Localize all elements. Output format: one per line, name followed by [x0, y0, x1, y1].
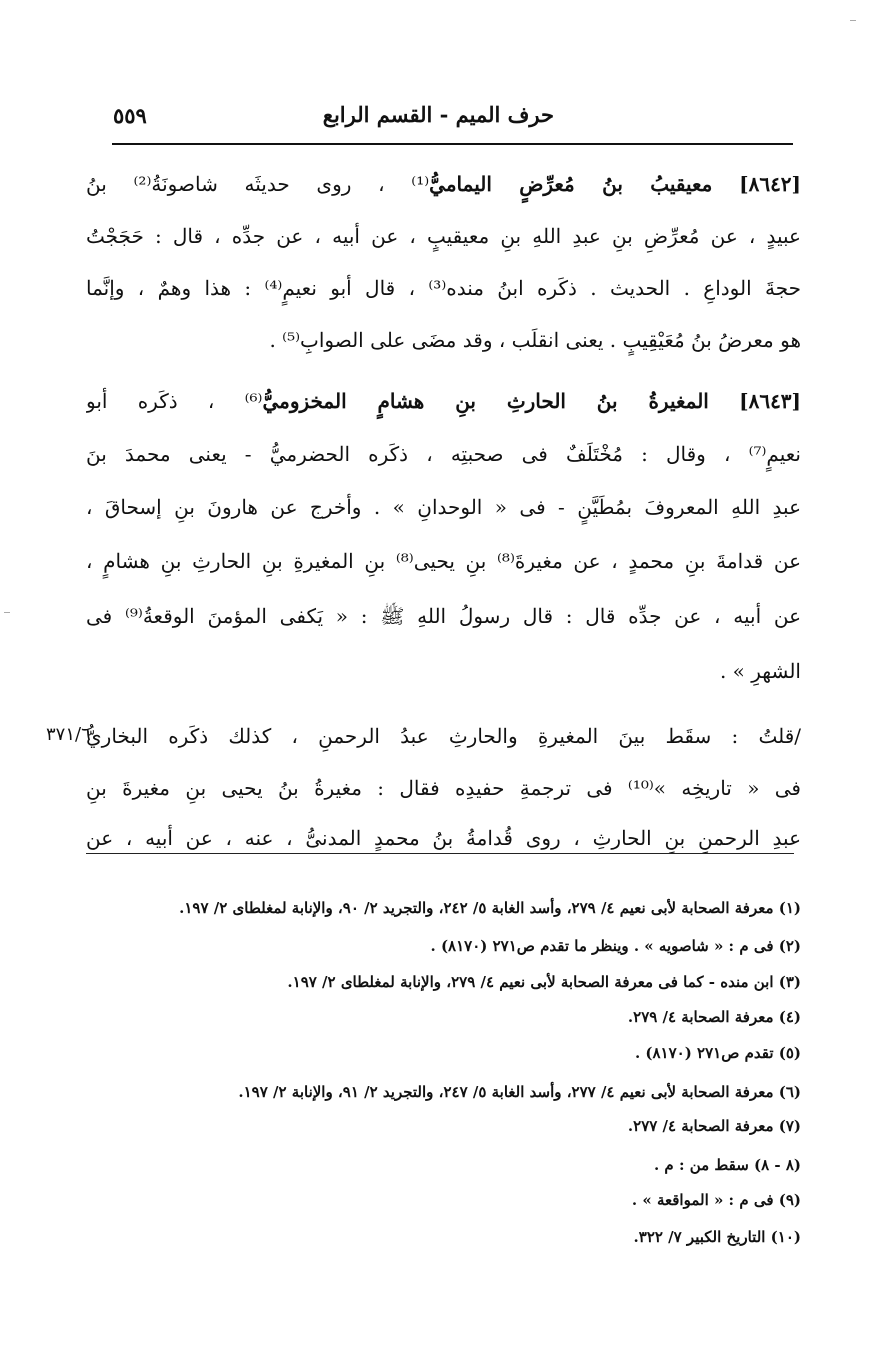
- entry-text: ⁽⁶⁾ ، ذكَره أبو: [86, 389, 263, 413]
- entry-8643-line-5: عن أبيه ، عن جدِّه قال : قال رسولُ اللهِ ﷺ : « يَكفى المؤمنَ الوقعةُ⁽⁹⁾ فى: [86, 604, 801, 628]
- qult-line-1: /قلتُ : سقَط بينَ المغيرةِ والحارثِ عبدُ الرحمنِ ، كذلك ذكَره البخاريُّ: [86, 724, 801, 748]
- entry-8643-line-4: عن قدامةَ بنِ محمدٍ ، عن مغيرةَ⁽⁸⁾ بنِ يحيى⁽⁸⁾ بنِ المغيرةِ بنِ الحارثِ بنِ هشامٍ ،: [86, 549, 801, 573]
- scan-speck: [4, 612, 10, 613]
- entry-name: المغيرةُ بنُ الحارثِ بنِ هشامٍ المخزوميُّ: [262, 389, 709, 413]
- entry-number: [٨٦٤٢]: [739, 172, 801, 196]
- entry-8642-line-3: حجةَ الوداعِ . الحديث . ذكَره ابنُ منده⁽³⁾ ، قال أبو نعيمٍ⁽⁴⁾ : هذا وهمٌ ، وإنَّما: [86, 276, 801, 300]
- qult-line-3: عبدِ الرحمنِ بنِ الحارثِ ، روى قُدامةُ بنُ محمدٍ المدنىُّ ، عنه ، عن أبيه ، عن: [86, 826, 801, 850]
- running-header-title: حرف الميم - القسم الرابع: [322, 102, 554, 127]
- entry-text: ⁽¹⁾ ، روى حديثَه شاصونَةُ⁽²⁾ بنُ: [86, 172, 430, 196]
- footnote-7: (٧) معرفة الصحابة ٤/ ٢٧٧.: [627, 1117, 801, 1135]
- entry-8643-line-2: نعيمٍ⁽⁷⁾ ، وقال : مُخْتَلَفٌ فى صحبتِه ، ذكَره الحضرميُّ - يعنى محمدَ بنَ: [86, 442, 801, 466]
- entry-8643-line-6: الشهرِ » .: [719, 659, 801, 683]
- margin-volume-reference: ٣٧١/٦: [46, 724, 91, 745]
- scan-speck: [850, 20, 856, 21]
- footnote-6: (٦) معرفة الصحابة لأبى نعيم ٤/ ٢٧٧، وأسد الغابة ٥/ ٢٤٧، والتجريد ٢/ ٩١، والإنابة ٢/ ١٩٧.: [238, 1083, 801, 1101]
- page-number: ٥٥٩: [113, 103, 147, 128]
- entry-8642-line-1: [86, 164, 801, 204]
- footnote-10: (١٠) التاريخ الكبير ٧/ ٣٢٢.: [633, 1228, 801, 1246]
- entry-8642-line-2: عبيدٍ ، عن مُعرِّضِ بنِ عبدِ اللهِ بنِ معيقيبٍ ، عن أبيه ، عن جدِّه ، قال : حَجَجْتُ: [86, 224, 801, 248]
- footnote-8: (٨ - ٨) سقط من : م .: [653, 1156, 801, 1174]
- qult-line-2: فى « تاريخِه »⁽¹⁰⁾ فى ترجمةِ حفيدِه فقال : مغيرةُ بنُ يحيى بنِ مغيرةَ بنِ: [86, 776, 801, 800]
- entry-number: [٨٦٤٣]: [739, 389, 801, 413]
- footnote-2: (٢) فى م : « شاصويه » . وينظر ما تقدم ص٢٧١ (٨١٧٠) .: [430, 937, 801, 955]
- entry-8643-line-1: [86, 381, 801, 421]
- entry-8643-line-3: عبدِ اللهِ المعروفَ بمُطَيَّنٍ - فى « الوحدانِ » . وأخرج عن هارونَ بنِ إسحاقَ ،: [86, 495, 801, 519]
- footnote-4: (٤) معرفة الصحابة ٤/ ٢٧٩.: [627, 1008, 801, 1026]
- footnote-1: (١) معرفة الصحابة لأبى نعيم ٤/ ٢٧٩، وأسد الغابة ٥/ ٢٤٢، والتجريد ٢/ ٩٠، والإنابة لمغلطاى ٢/ ١٩٧.: [179, 899, 801, 917]
- footnote-5: (٥) تقدم ص٢٧١ (٨١٧٠) .: [634, 1044, 801, 1062]
- footnote-3: (٣) ابن منده - كما فى معرفة الصحابة لأبى نعيم ٤/ ٢٧٩، والإنابة لمغلطاى ٢/ ١٩٧.: [287, 973, 801, 991]
- footnote-9: (٩) فى م : « المواقعة » .: [631, 1191, 801, 1209]
- header-rule: [112, 143, 793, 145]
- footnote-rule: [86, 853, 794, 854]
- entry-name: معيقيبُ بنُ مُعرِّضٍ اليماميُّ: [429, 172, 713, 196]
- entry-8642-line-4: هو معرضُ بنُ مُعَيْقِيبٍ . يعنى انقلَب ، وقد مضَى على الصوابِ⁽⁵⁾ .: [269, 328, 801, 352]
